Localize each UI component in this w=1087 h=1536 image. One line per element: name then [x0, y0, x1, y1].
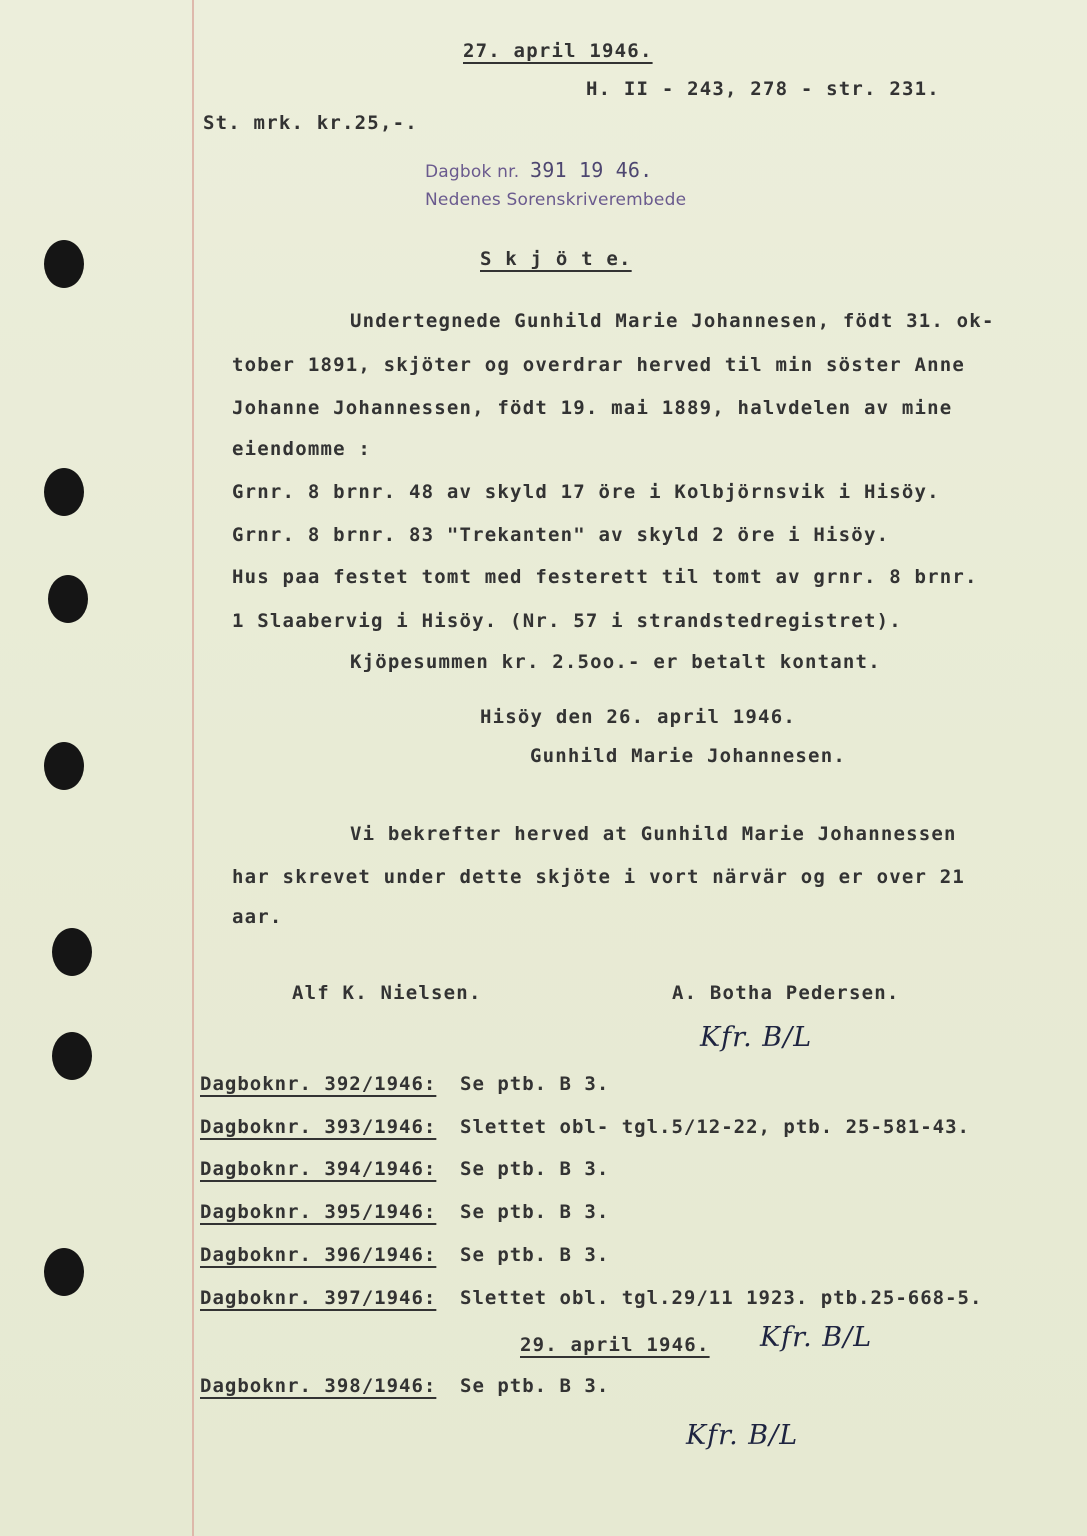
entry-label: Dagboknr. 394/1946:	[200, 1158, 437, 1180]
entry-text: Se ptb. B 3.	[460, 1375, 610, 1397]
witness-1: Alf K. Nielsen.	[292, 982, 482, 1004]
document-title: S k j ö t e.	[480, 248, 632, 270]
binder-hole	[44, 240, 84, 288]
body-line: eiendomme :	[232, 438, 372, 460]
header-reference: H. II - 243, 278 - str. 231.	[586, 78, 940, 100]
entry-text: Se ptb. B 3.	[460, 1201, 610, 1223]
witness-line: aar.	[232, 906, 283, 928]
place-date: Hisöy den 26. april 1946.	[480, 706, 796, 728]
witness-2: A. Botha Pedersen.	[672, 982, 900, 1004]
body-line: Johanne Johannessen, födt 19. mai 1889, halvdelen av mine	[232, 397, 953, 419]
handwritten-note: Kfr. B/L	[760, 1322, 873, 1353]
entry-text: Slettet obl- tgl.5/12-22, ptb. 25-581-43.	[460, 1116, 970, 1138]
witness-line: Vi bekrefter herved at Gunhild Marie Johannessen	[350, 823, 957, 845]
witness-line: har skrevet under dette skjöte i vort närvär og er over 21	[232, 866, 966, 888]
binder-hole	[48, 575, 88, 623]
second-date: 29. april 1946.	[520, 1334, 710, 1356]
body-line: Hus paa festet tomt med festerett til tomt av grnr. 8 brnr.	[232, 566, 978, 588]
body-line: tober 1891, skjöter og overdrar herved til min söster Anne	[232, 354, 966, 376]
body-line: 1 Slaabervig i Hisöy. (Nr. 57 i strandstedregistret).	[232, 610, 902, 632]
entry-label: Dagboknr. 393/1946:	[200, 1116, 437, 1138]
binder-hole	[44, 742, 84, 790]
entry-label: Dagboknr. 392/1946:	[200, 1073, 437, 1095]
header-date: 27. april 1946.	[463, 40, 653, 62]
diary-stamp-office: Nedenes Sorenskriverembede	[425, 190, 687, 210]
stamp-fee: St. mrk. kr.25,-.	[203, 112, 418, 134]
body-line: Grnr. 8 brnr. 83 "Trekanten" av skyld 2 öre i Hisöy.	[232, 524, 890, 546]
entry-label: Dagboknr. 397/1946:	[200, 1287, 437, 1309]
entry-text: Slettet obl. tgl.29/11 1923. ptb.25-668-5.	[460, 1287, 983, 1309]
entry-label: Dagboknr. 398/1946:	[200, 1375, 437, 1397]
body-line: Kjöpesummen kr. 2.5oo.- er betalt kontant.	[350, 651, 881, 673]
body-line: Undertegnede Gunhild Marie Johannesen, födt 31. ok-	[350, 310, 995, 332]
grantor-signature: Gunhild Marie Johannesen.	[530, 745, 846, 767]
diary-stamp-number: 391 19 46.	[530, 158, 653, 182]
handwritten-note: Kfr. B/L	[686, 1420, 799, 1451]
binder-hole	[44, 468, 84, 516]
body-line: Grnr. 8 brnr. 48 av skyld 17 öre i Kolbjörnsvik i Hisöy.	[232, 481, 940, 503]
entry-label: Dagboknr. 395/1946:	[200, 1201, 437, 1223]
entry-text: Se ptb. B 3.	[460, 1158, 610, 1180]
handwritten-note: Kfr. B/L	[700, 1022, 813, 1053]
binder-hole	[52, 1032, 92, 1080]
margin-line	[192, 0, 194, 1536]
entry-text: Se ptb. B 3.	[460, 1244, 610, 1266]
entry-text: Se ptb. B 3.	[460, 1073, 610, 1095]
binder-hole	[44, 1248, 84, 1296]
entry-label: Dagboknr. 396/1946:	[200, 1244, 437, 1266]
diary-stamp-number-label: Dagbok nr.	[425, 162, 520, 182]
binder-hole	[52, 928, 92, 976]
